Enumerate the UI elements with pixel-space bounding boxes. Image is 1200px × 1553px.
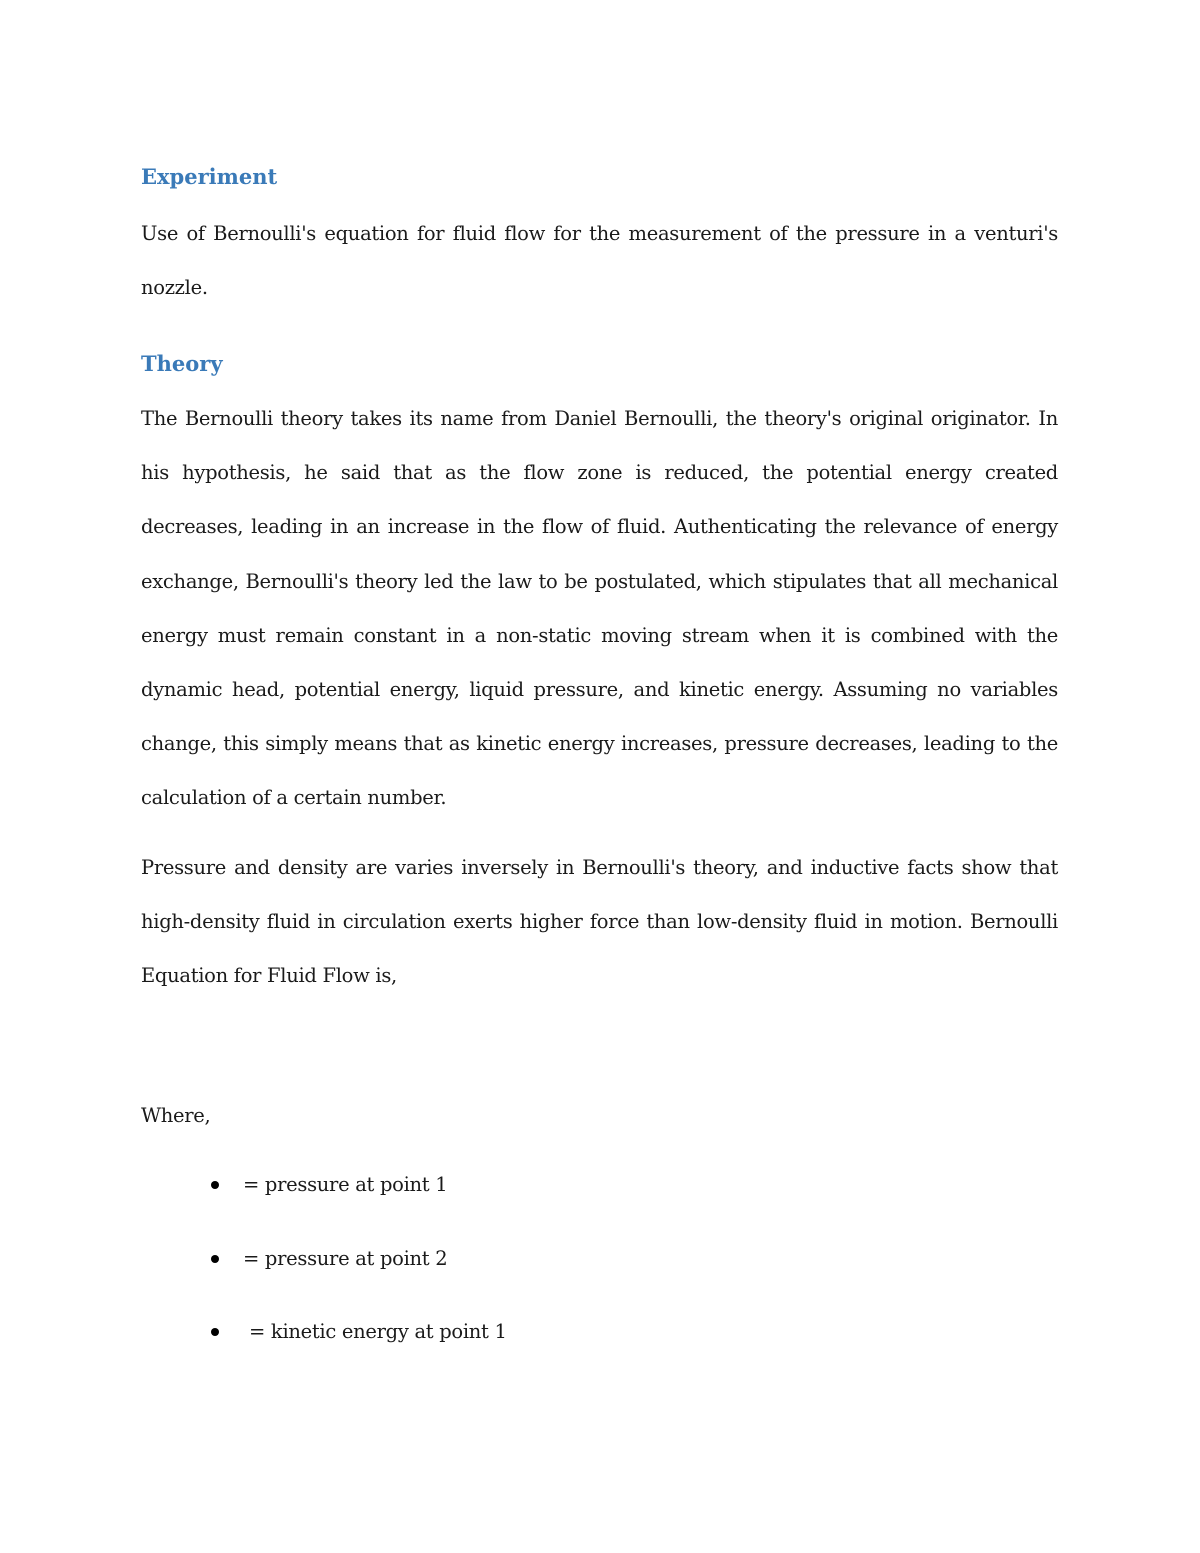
- experiment-text: Use of Bernoulli's equation for fluid flow for the measurement of the pressure in a venturi's nozzle.: [141, 222, 1058, 300]
- list-item: [211, 1165, 507, 1239]
- bullet-icon: [211, 1255, 219, 1263]
- list-item-text: = pressure at point 1: [243, 1173, 448, 1196]
- variable-list: [211, 1165, 507, 1386]
- list-item: [211, 1312, 507, 1386]
- theory-paragraph-2: Pressure and density are varies inversely in Bernoulli's theory, and inductive facts show that high-density fluid in circulation exerts higher force than low-density fluid in motion. Bernoulli Equation for Fluid Flow is,: [141, 856, 1058, 988]
- list-item-text: = kinetic energy at point 1: [249, 1320, 507, 1343]
- theory-heading: Theory: [141, 351, 223, 376]
- bullet-icon: [211, 1328, 219, 1336]
- list-item: [211, 1239, 507, 1313]
- where-label: Where,: [141, 1104, 211, 1127]
- bullet-icon: [211, 1181, 219, 1189]
- theory-paragraph-1: The Bernoulli theory takes its name from Daniel Bernoulli, the theory's original originator. In his hypothesis, he said that as the flow zone is reduced, the potential energy created decreases, leading in an increase in the flow of fluid. Authenticating the relevance of energy exchange, Bernoulli's theory led the law to be postulated, which stipulates that all mechanical energy must remain constant in a non-static moving stream when it is combined with the dynamic head, potential energy, liquid pressure, and kinetic energy. Assuming no variables change, this simply means that as kinetic energy increases, pressure decreases, leading to the calculation of a certain number.: [141, 407, 1058, 810]
- experiment-heading: Experiment: [141, 164, 278, 189]
- list-item-text: = pressure at point 2: [243, 1246, 448, 1270]
